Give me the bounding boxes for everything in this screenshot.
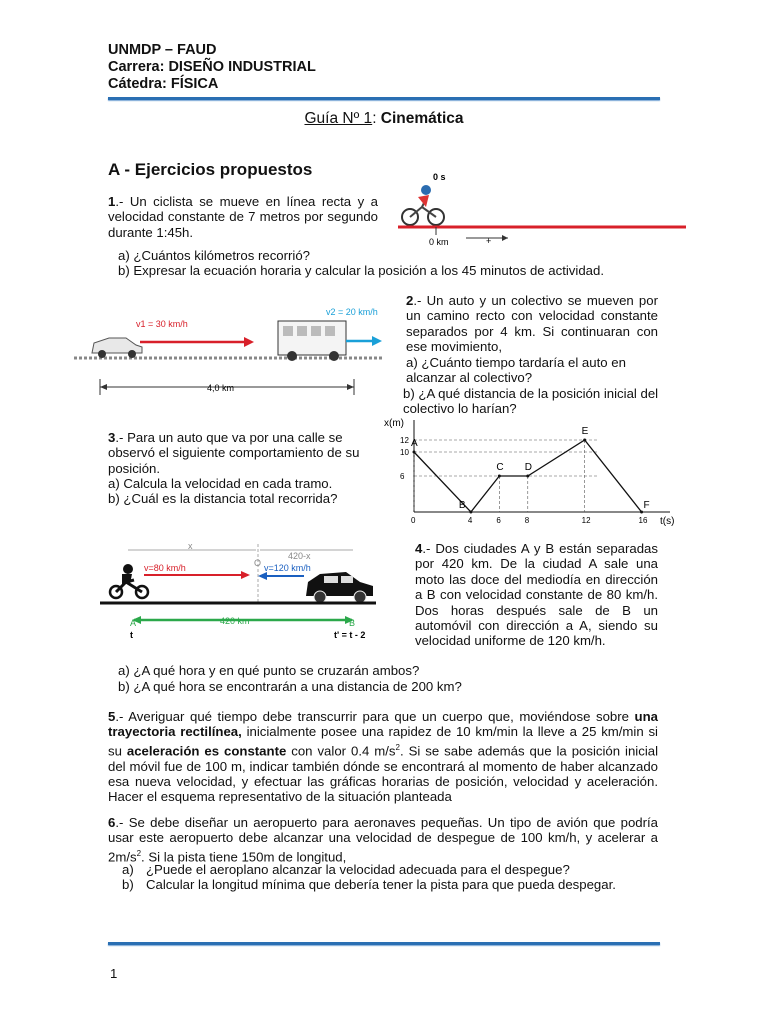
ex4-t2-label: t' = t - 2	[334, 630, 366, 640]
ex5-text-3: con valor 0.4 m/s	[286, 743, 396, 759]
data-point	[498, 475, 501, 478]
ex1-text: .- Un ciclista se mueve en línea recta y a velocidad constante de 7 metros por segundo durante 1:45h.	[108, 194, 378, 240]
point-label: E	[581, 426, 589, 437]
data-point	[583, 439, 586, 442]
ex3-statement	[108, 430, 362, 476]
ex5-text-4: . Si se sabe además que la posición inicial del móvil fue de 100 m, indicar también dónde se encontrará al momento de haber alcanzado esa nueva velocidad, y efectuar las gráficas horarias de posición, velocidad y aceleración. Hacer el esquema representativo de la situación planteada	[108, 743, 659, 805]
title-topic: Cinemática	[376, 110, 464, 127]
x-tick-label: 12	[581, 516, 591, 525]
data-point	[526, 475, 529, 478]
data-point	[469, 511, 472, 514]
data-point	[413, 451, 416, 454]
ex1-plus-label: +	[486, 236, 492, 246]
ex6-statement	[108, 815, 658, 865]
x-tick-label: 8	[524, 516, 530, 525]
point-label: D	[524, 462, 533, 473]
ex5-bold-2: aceleración es constante	[126, 743, 287, 759]
ex4-t-label: t	[130, 630, 133, 640]
ex4-question-b: b) ¿A qué hora se encontrarán a una distancia de 200 km?	[118, 679, 462, 694]
point-label: F	[643, 500, 650, 511]
y-tick-label: 6	[400, 472, 405, 481]
title-guide: Guía Nº 1	[304, 110, 373, 127]
point-label: C	[496, 462, 504, 473]
y-tick-label: 12	[400, 436, 409, 445]
ex1-origin-label: 0 km	[429, 237, 449, 247]
ex6-sup: 2	[136, 848, 142, 858]
ex2-figure	[64, 295, 396, 405]
ex1-statement	[108, 194, 378, 240]
cyclist-icon	[402, 185, 444, 225]
ex5-sup: 2	[395, 742, 400, 752]
ex4-question-a: a) ¿A qué hora y en qué punto se cruzarán ambos?	[118, 663, 420, 678]
header-university: UNMDP – FAUD	[108, 42, 217, 58]
ex2-question-b: b) ¿A qué distancia de la posición inicial del colectivo lo harían?	[403, 386, 659, 417]
ex4-statement	[415, 541, 658, 649]
ex6-question-b: Calcular la longitud mínima que debería tener la pista para que pueda despegar.	[146, 877, 616, 892]
ex2-v1-label: v1 = 30 km/h	[136, 319, 188, 329]
ex5-number: 5	[108, 709, 116, 724]
ex4-figure	[98, 540, 378, 645]
ex4-v-moto-label: v=80 km/h	[144, 563, 186, 573]
ex5-bold-1: una trayectoria rectilínea,	[108, 709, 658, 740]
ex3-text: .- Para un auto que va por una calle se observó el siguiente comportamiento de su posición.	[108, 430, 360, 476]
ex3-question-b: b) ¿Cuál es la distancia total recorrida?	[108, 491, 338, 506]
ex4-text: .- Dos ciudades A y B están separadas por 420 km. De la ciudad A sale una moto las doce del mediodía en dirección a B con velocidad constante de 80 km/h. Dos horas después sale de B un automóvil con dirección a A, siendo su velocidad uniforme de 120 km/h.	[415, 541, 658, 649]
x-axis-label: t(s)	[660, 516, 675, 527]
ex2-v2-label: v2 = 20 km/h	[326, 307, 378, 317]
ex2-statement	[406, 293, 658, 355]
x-tick-label: 6	[496, 516, 501, 525]
footer-rule	[108, 942, 660, 945]
title-sep: :	[372, 110, 377, 127]
ex4-v-car-label: v=120 km/h	[264, 563, 311, 573]
ex5-statement	[108, 709, 658, 805]
ex4-distance-label: 420 km	[220, 616, 250, 626]
section-heading: A - Ejercicios propuestos	[108, 160, 313, 179]
car-icon	[306, 572, 373, 603]
ex6-text-1: .- Se debe diseñar un aeropuerto para aeronaves pequeñas. Un tipo de avión que podría usar este aeropuerto debe alcanzar una velocidad de despegue de 100 km/h, y acelerar a 2m/s	[108, 815, 658, 865]
car-icon	[92, 338, 142, 358]
ex4-x2-label: 420-x	[288, 551, 311, 561]
ex6-number: 6	[108, 815, 116, 830]
ex6-question-a-mark: a)	[122, 862, 134, 877]
page-title	[0, 110, 768, 128]
ex4-origin-label: O	[254, 558, 262, 568]
ex6-question-a: ¿Puede el aeroplano alcanzar la velocidad adecuada para el despegue?	[146, 862, 570, 877]
ex2-distance-label: 4,0 km	[207, 383, 235, 393]
ex4-b-label: B	[349, 618, 356, 628]
ex5-text-1: .- Averiguar qué tiempo debe transcurrir para que un cuerpo que, moviéndose sobre	[115, 709, 635, 724]
ex3-chart	[374, 418, 684, 533]
x-tick-label: 4	[467, 516, 473, 525]
point-label: B	[458, 500, 466, 511]
header-career: Carrera: DISEÑO INDUSTRIAL	[108, 59, 316, 75]
ex4-number: 4	[415, 541, 423, 556]
ex6-text-2: . Si la pista tiene 150m de longitud,	[141, 849, 347, 865]
ex3-question-a: a) Calcula la velocidad en cada tramo.	[108, 476, 333, 491]
header-rule	[108, 97, 660, 100]
ex2-question-a: a) ¿Cuánto tiempo tardaría el auto en alcanzar al colectivo?	[406, 355, 626, 386]
ex5-text-2: inicialmente posee una rapidez de 10 km/min la lleve a 25 km/min si su	[108, 724, 658, 759]
page-number: 1	[110, 966, 118, 981]
ex1-figure	[396, 165, 688, 250]
bus-icon	[278, 321, 346, 361]
ex1-question-b: b) Expresar la ecuación horaria y calcular la posición a los 45 minutos de actividad.	[118, 263, 604, 278]
ex2-text: .- Un auto y un colectivo se mueven por un camino recto con velocidad constante separados por 4 km. Si continuaran con ese movimiento,	[406, 293, 658, 355]
ex2-number: 2	[406, 293, 414, 308]
ex1-question-a: a) ¿Cuántos kilómetros recorrió?	[118, 248, 311, 263]
point-label: A	[411, 438, 418, 449]
ex4-x-label: x	[188, 541, 193, 551]
ex1-number: 1	[108, 194, 116, 209]
ex1-time-label: 0 s	[433, 172, 446, 182]
ex4-a-label: A	[130, 618, 137, 628]
ex6-question-b-mark: b)	[122, 877, 134, 892]
ex3-number: 3	[108, 430, 116, 445]
x-tick-label: 0	[411, 516, 416, 525]
y-axis-label: x(m)	[384, 418, 404, 429]
motorcycle-icon	[110, 564, 148, 598]
x-tick-label: 16	[638, 516, 648, 525]
y-tick-label: 10	[400, 448, 409, 457]
header-chair: Cátedra: FÍSICA	[108, 76, 219, 92]
